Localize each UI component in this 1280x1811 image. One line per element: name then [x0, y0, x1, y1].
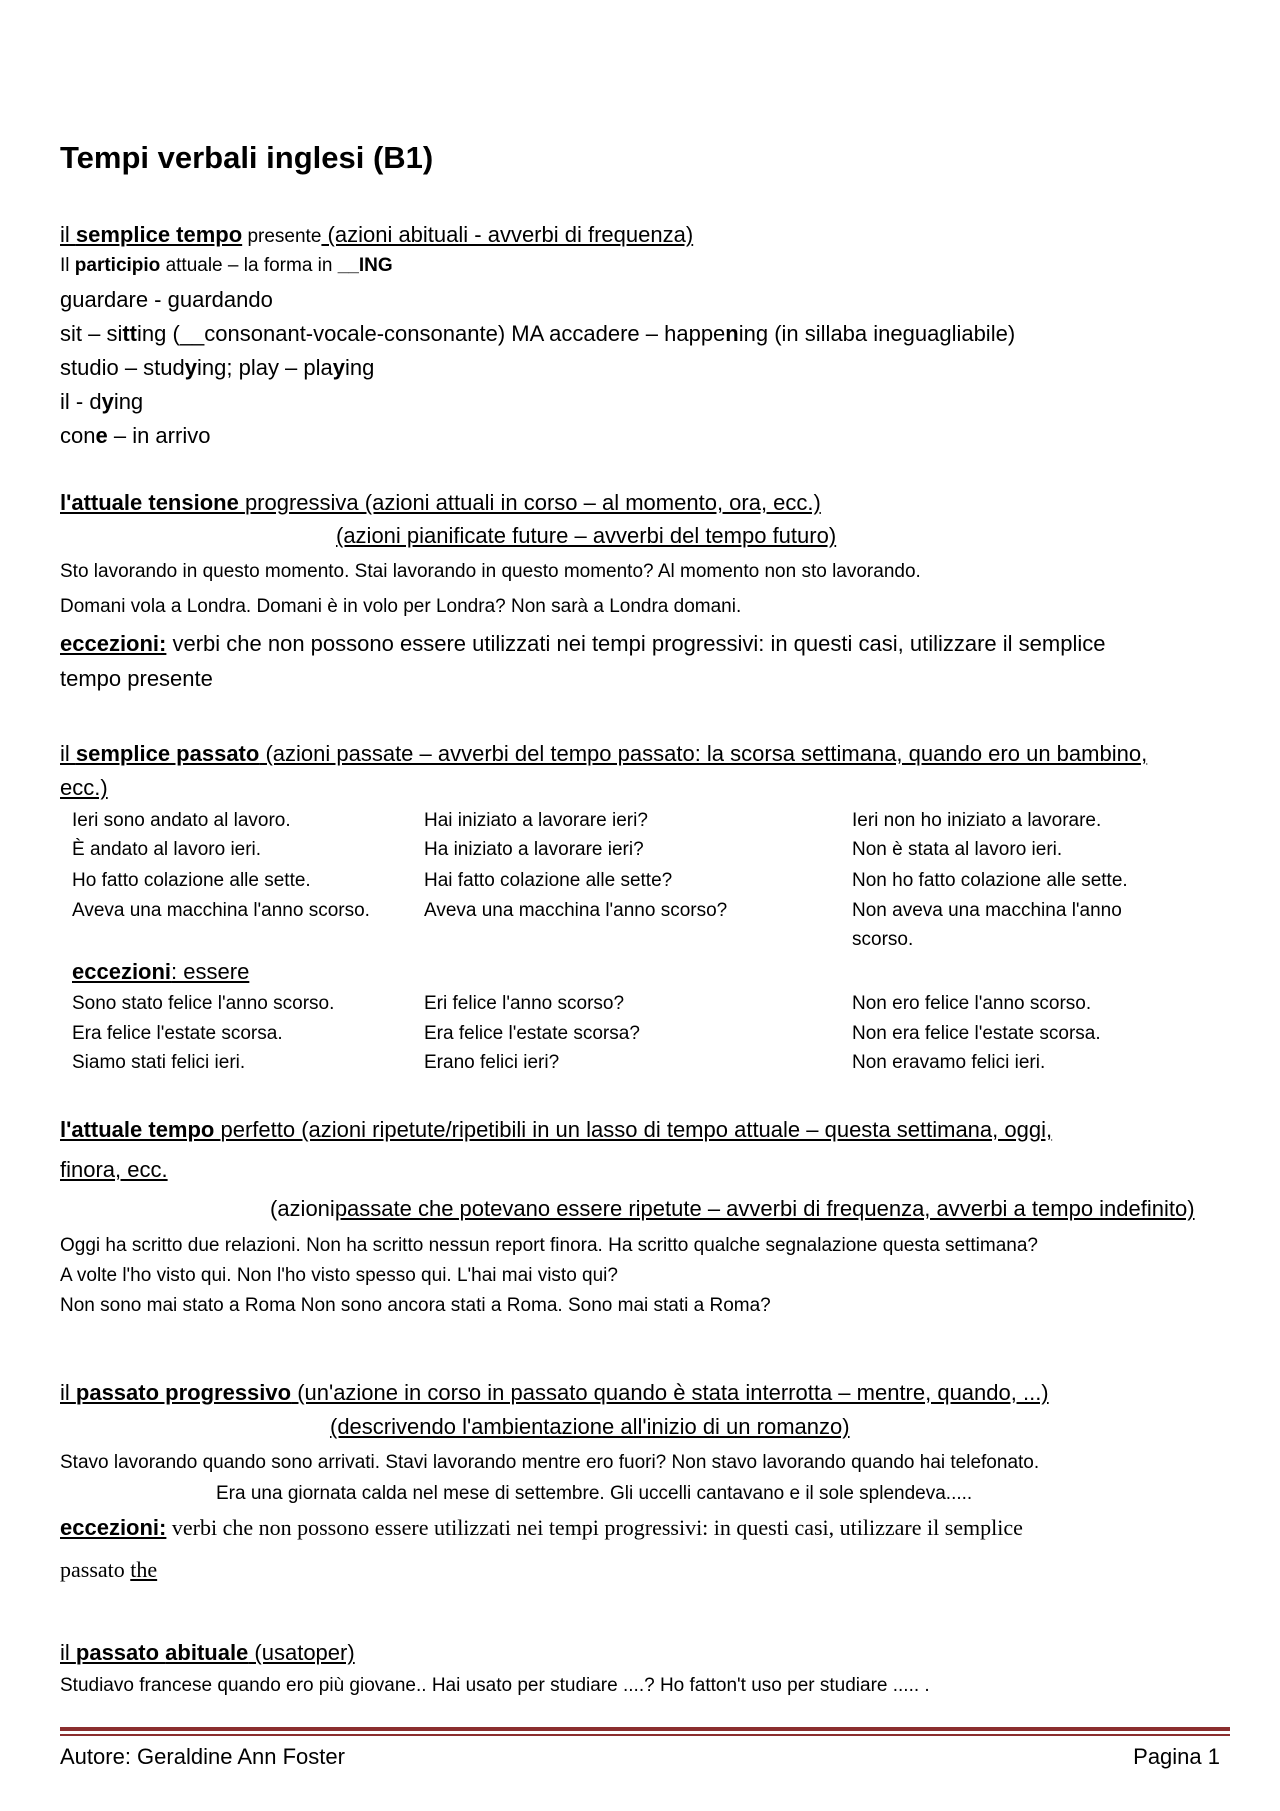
page-title: Tempi verbali inglesi (B1): [60, 140, 434, 175]
footer-rule: [60, 1727, 1230, 1731]
text-line: guardare - guardando: [60, 287, 273, 312]
text-line: Il participio attuale – la forma in __ING: [60, 255, 393, 276]
section-heading-cont: ecc.): [60, 775, 108, 800]
example-line: Stavo lavorando quando sono arrivati. Stavi lavorando mentre ero fuori? Non stavo lavorando quando hai telefonato.: [60, 1452, 1040, 1473]
section-subheading: (descrivendo l'ambientazione all'inizio di un romanzo): [330, 1414, 850, 1439]
footer-author: Autore: Geraldine Ann Foster: [60, 1744, 345, 1769]
section-heading-past-simple: il semplice passato (azioni passate – avverbi del tempo passato: la scorsa settimana, quando ero un bambino,: [60, 741, 1148, 766]
text-line: cone – in arrivo: [60, 423, 211, 448]
section-heading-present-progressive: l'attuale tensione progressiva (azioni attuali in corso – al momento, ora, ecc.): [60, 490, 821, 515]
section-heading-past-progressive: il passato progressivo (un'azione in corso in passato quando è stata interrotta – mentre, quando, ...): [60, 1380, 1049, 1405]
text-line: il - dying: [60, 389, 144, 414]
section-heading-past-habitual: il passato abituale (usatoper): [60, 1640, 355, 1665]
section-subheading: (azionipassate che potevano essere ripetute – avverbi di frequenza, avverbi a tempo indefinito): [270, 1196, 1195, 1221]
section-subheading: (azioni pianificate future – avverbi del tempo futuro): [336, 523, 837, 548]
example-line: Domani vola a Londra. Domani è in volo per Londra? Non sarà a Londra domani.: [60, 596, 742, 617]
text-line: sit – sitting (__consonant-vocale-consonante) MA accadere – happening (in sillaba ineguagliabile): [60, 321, 1016, 346]
example-line: Sto lavorando in questo momento. Stai lavorando in questo momento? Al momento non sto lavorando.: [60, 561, 921, 582]
table-exception-heading: eccezioni: essere: [72, 959, 250, 984]
footer-page-number: Pagina 1: [1133, 1744, 1220, 1769]
section-heading-cont: finora, ecc.: [60, 1157, 168, 1182]
exception-note-cont: tempo presente: [60, 666, 213, 691]
example-line: Studiavo francese quando ero più giovane.. Hai usato per studiare ....? Ho fatton't uso per studiare ..... .: [60, 1675, 930, 1696]
footer-rule: [60, 1734, 1230, 1736]
exception-note: eccezioni: verbi che non possono essere utilizzati nei tempi progressivi: in questi casi, utilizzare il semplice: [60, 1515, 1023, 1540]
text-line: studio – studying; play – playing: [60, 355, 375, 380]
section-heading-present-simple: il semplice tempo presente (azioni abituali - avverbi di frequenza): [60, 222, 694, 247]
example-line: Era una giornata calda nel mese di settembre. Gli uccelli cantavano e il sole splendeva.....: [216, 1483, 973, 1504]
exception-note: eccezioni: verbi che non possono essere utilizzati nei tempi progressivi: in questi casi, utilizzare il semplice: [60, 631, 1106, 656]
example-line: A volte l'ho visto qui. Non l'ho visto spesso qui. L'hai mai visto qui?: [60, 1265, 618, 1286]
example-line: Non sono mai stato a Roma Non sono ancora stati a Roma. Sono mai stati a Roma?: [60, 1295, 771, 1316]
exception-note-cont: passato the: [60, 1557, 158, 1582]
example-line: Oggi ha scritto due relazioni. Non ha scritto nessun report finora. Ha scritto qualche segnalazione questa settimana?: [60, 1235, 1038, 1256]
section-heading-present-perfect: l'attuale tempo perfetto (azioni ripetute/ripetibili in un lasso di tempo attuale – questa settimana, oggi,: [60, 1117, 1053, 1142]
